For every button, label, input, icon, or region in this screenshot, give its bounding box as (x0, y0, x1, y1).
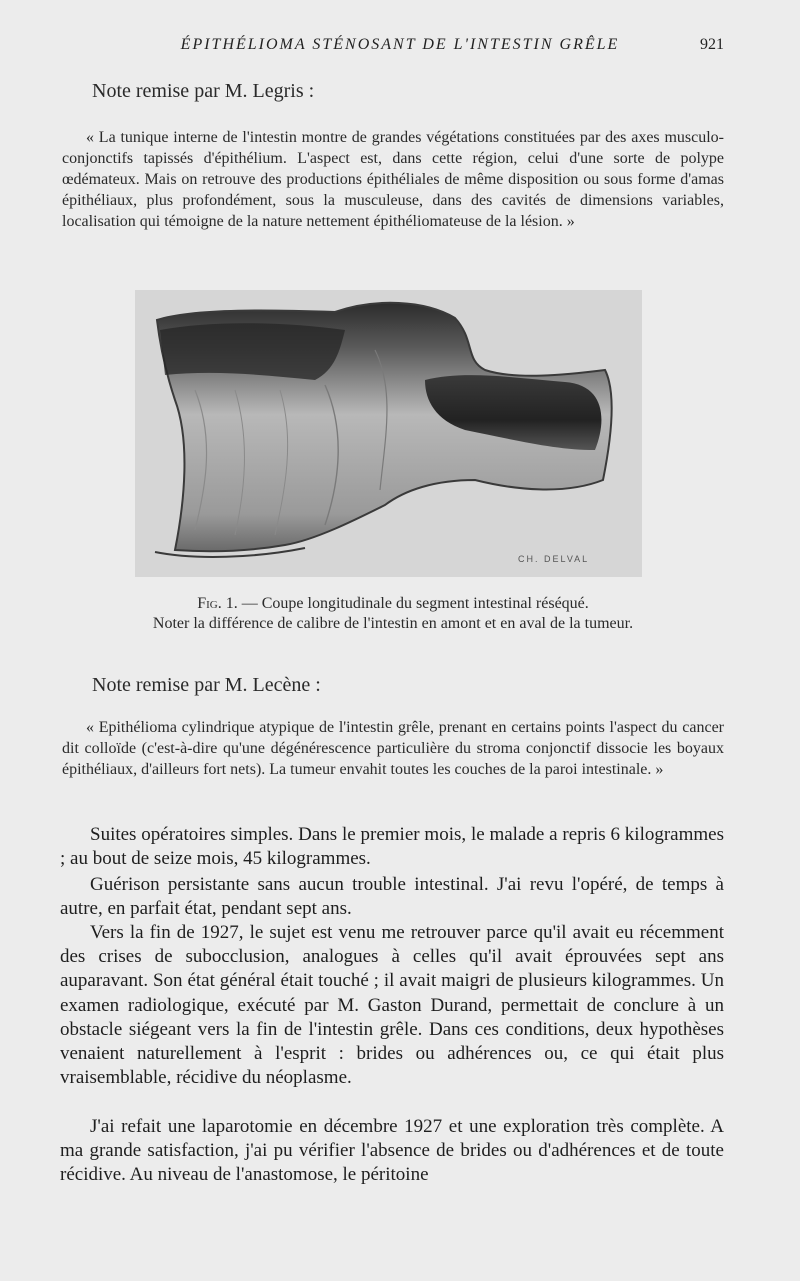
page-number: 921 (700, 36, 724, 53)
note-lecene-heading: Note remise par M. Lecène : (92, 674, 321, 696)
note-legris-text: « La tunique interne de l'intestin montre de grandes végétations constituées par des axes musculo-conjonctifs tapissés d'épithélium. L'aspect est, dans cette région, celui d'une sorte de polype œdémateux. Mais on retrouve des productions épithéliales de même disposition ou sous forme d'amas épithéliaux, plus profondément, sous la musculeuse, dans des cavités de dimensions variables, localisation qui témoigne de la nature nettement épithéliomateuse de la lésion. » (62, 129, 724, 230)
figure-photograph (135, 290, 642, 577)
note-legris-heading: Note remise par M. Legris : (92, 80, 315, 102)
body-paragraph-3: Vers la fin de 1927, le sujet est venu me retrouver parce qu'il avait eu récemment des crises de subocclusion, analogues à celles qu'il avait éprouvées sept ans auparavant. Son état général était touché ; il avait maigri de plusieurs kilogrammes. Un examen radiologique, exécuté par M. Gaston Durand, permettait de conclure à un obstacle siégeant vers la fin de l'intestin grêle. Dans ces conditions, deux hypothèses venaient naturellement à l'esprit : brides ou adhérences ou, ce qui était plus vraisemblable, récidive du néoplasme. (60, 922, 724, 1089)
body-paragraph-1: Suites opératoires simples. Dans le premier mois, le malade a repris 6 kilogrammes ; au bout de seize mois, 45 kilogrammes. (60, 824, 724, 870)
figure-caption-label: Fig. 1. (197, 595, 238, 612)
figure-caption-line2: Noter la différence de calibre de l'intestin en amont et en aval de la tumeur. (152, 615, 634, 632)
running-title: ÉPITHÉLIOMA STÉNOSANT DE L'INTESTIN GRÊLE (180, 36, 620, 53)
engraver-signature: CH. DELVAL (518, 554, 590, 564)
figure-caption-line1: — Coupe longitudinale du segment intestinal réséqué. (237, 595, 589, 612)
note-lecene-text: « Epithélioma cylindrique atypique de l'intestin grêle, prenant en certains points l'aspect du cancer dit colloïde (c'est-à-dire qu'une dégénérescence particulière du stroma conjonctif dissocie les boyaux épithéliaux, d'ailleurs fort nets). La tumeur envahit toutes les couches de la paroi intestinale. » (62, 719, 724, 778)
body-paragraph-2: Guérison persistante sans aucun trouble intestinal. J'ai revu l'opéré, de temps à autre, en parfait état, pendant sept ans. (60, 874, 724, 920)
figure-caption (62, 594, 724, 634)
body-paragraph-4: J'ai refait une laparotomie en décembre 1927 et une exploration très complète. A ma grande satisfaction, j'ai pu vérifier l'absence de brides ou d'adhérences et de toute récidive. Au niveau de l'anastomose, le péritoine (60, 1116, 724, 1186)
intestine-section-image (135, 290, 642, 577)
